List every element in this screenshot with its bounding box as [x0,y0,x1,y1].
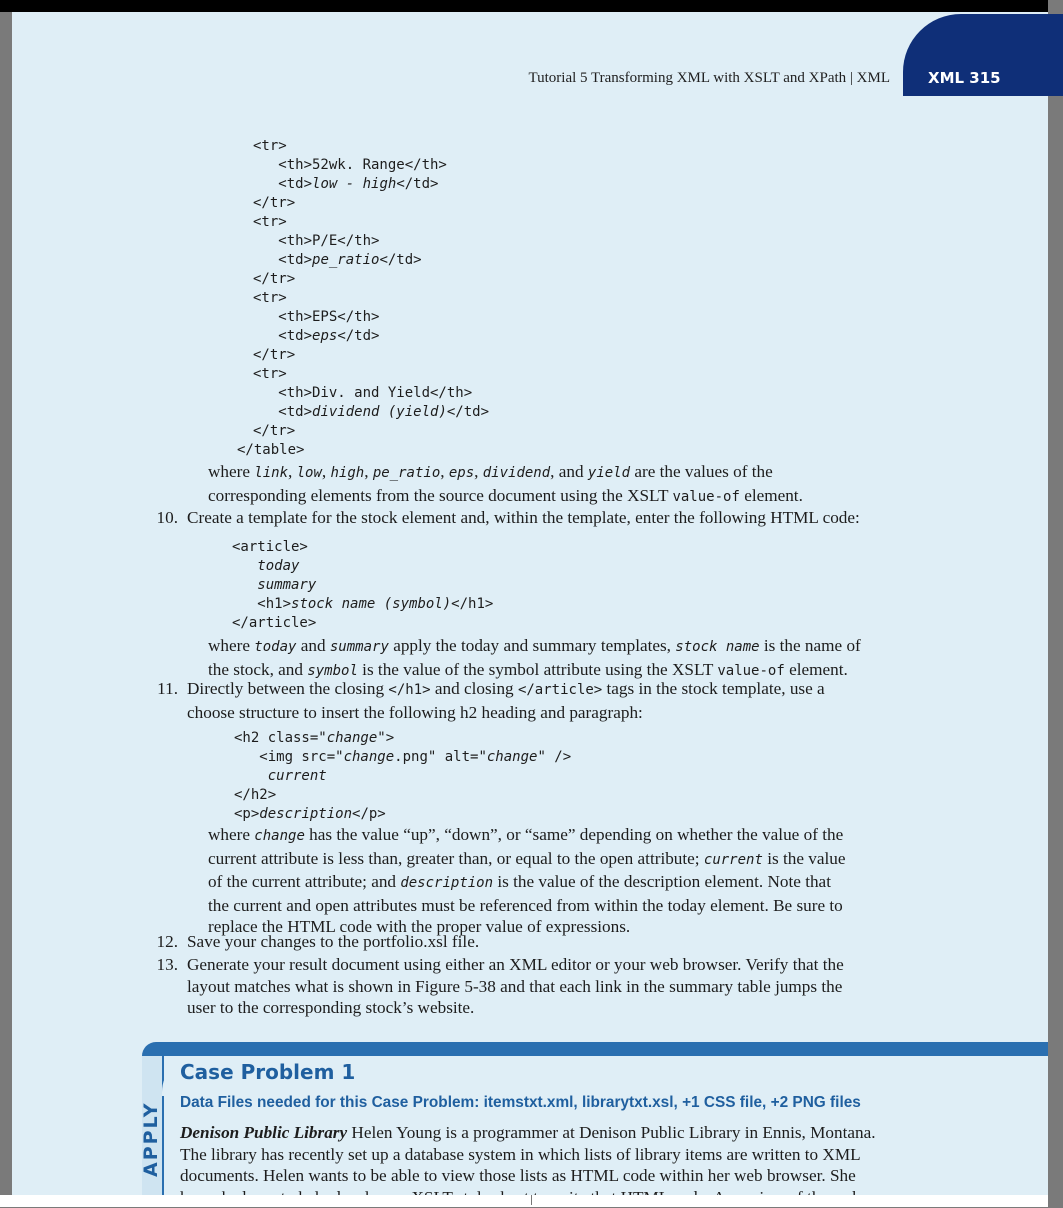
step-number: 13. [156,955,178,974]
text: element. [784,659,848,679]
text: tags in the stock template, use a [602,679,825,698]
text: documents. Helen wants to be able to view those lists as HTML code within her web browser. She [180,1166,856,1185]
text: choose structure to insert the following h2 heading and paragraph: [187,702,643,722]
text: are the values of the [630,462,773,481]
code-line: </tr> [253,195,296,211]
top-black-bar [0,0,1048,12]
code-block-h2 [234,729,571,824]
step-text: Save your changes to the portfolio.xsl file. [187,932,480,951]
text: is the value of the symbol attribute using the XSLT [357,659,718,679]
code-term: value-of [717,662,785,679]
text: and [296,636,330,655]
code-term: description [400,875,494,891]
code-line: <th>EPS</th> [253,309,380,325]
text: of the current attribute; and [208,872,401,891]
bottom-white-strip [0,1195,1048,1207]
code-line: <td>pe_ratio</td> [253,252,422,268]
text: current attribute is less than, greater than, or equal to the open attribute; [208,848,704,868]
code-term: </h1> [388,682,431,698]
code-line: </tr> [253,423,296,439]
step-text [187,678,1037,723]
code-line: <img src="change.png" alt="change" /> [234,749,572,765]
code-term: eps [448,465,475,481]
text: is the value [762,848,846,868]
case-title: Case Problem 1 [180,1060,356,1084]
code-line: <tr> [253,214,287,230]
text: where [208,825,255,844]
apply-label: APPLY [140,1101,162,1177]
code-line: summary [232,577,317,593]
step-number: 11. [157,679,178,698]
code-line: <tr> [253,290,287,306]
text: layout matches what is shown in Figure 5-38 and that each link in the summary table jumps the [187,976,843,996]
step-text: Create a template for the stock element and, within the template, enter the following HTML code: [187,508,860,527]
code-line: <tr> [253,366,287,382]
code-line: <article> [232,539,308,555]
code-line: current [234,768,327,784]
code-term: dividend [482,465,551,481]
code-term: </article> [517,682,603,698]
text: , and [550,462,588,481]
code-line: <td>dividend (yield)</td> [253,404,490,420]
page-number-label: XML 315 [928,69,1001,87]
code-line: </article> [232,615,317,631]
case-top-bar [142,1042,1048,1056]
text: is the name of [759,636,861,655]
text: replace the HTML code with the proper value of expressions. [208,917,631,936]
step-number: 10. [156,508,178,527]
paragraph-values: where link, low, high, pe_ratio, eps, dividend, and yield are the values of the corresponding elements from the source document using the XSLT value-of element. [208,462,803,505]
text: Helen Young is a programmer at Denison Public Library in Ennis, Montana. [347,1123,876,1142]
code-term: pe_ratio [372,465,441,481]
text: user to the corresponding stock’s website. [187,998,475,1017]
running-head: Tutorial 5 Transforming XML with XSLT and XPath | XML [528,70,890,86]
code-line: </table> [237,442,305,458]
step-text [187,954,1037,1019]
paragraph-article [208,635,1028,682]
code-line: <th>52wk. Range</th> [253,157,447,173]
code-line: <td>low - high</td> [253,176,439,192]
book-page [12,12,1048,1195]
code-line: <p>description</p> [234,806,386,822]
code-term: low [296,465,322,481]
code-block-table [237,137,490,460]
code-line: <th>Div. and Yield</th> [253,385,473,401]
text: the stock, and [208,659,308,679]
code-block-article [232,538,493,633]
code-line: today [232,558,300,574]
code-term: summary [329,639,389,655]
case-lead: Denison Public Library [180,1123,348,1142]
text: corresponding elements from the source document using the XSLT [208,485,673,505]
text: Generate your result document using either an XML editor or your web browser. Verify that the [187,955,844,974]
code-line: <tr> [253,138,287,154]
code-line: </tr> [253,271,296,287]
code-term: yield [587,465,631,481]
text: and closing [430,679,518,698]
text: Directly between the closing [187,679,389,698]
step-number: 12. [156,932,178,951]
code-line: </h2> [234,787,277,803]
code-term: link [254,465,289,481]
bottom-tick [531,1195,532,1205]
text: where [208,462,255,481]
code-line: <h2 class="change"> [234,730,395,746]
code-term: symbol [307,662,358,679]
code-term: stock name [675,639,760,655]
text: The library has recently set up a database system in which lists of library items are written to XML [180,1144,861,1164]
code-term: value-of [672,488,740,505]
code-line: <th>P/E</th> [253,233,380,249]
code-term: current [703,851,763,868]
code-line: <h1>stock name (symbol)</h1> [232,596,494,612]
text: apply the today and summary templates, [388,636,676,655]
code-term: change [254,828,305,844]
code-line: <td>eps</td> [253,328,380,344]
text: where [208,636,255,655]
text: element. [739,485,803,505]
text: the current and open attributes must be referenced from within the today element. Be sure to [208,895,843,915]
text: is the value of the description element. Note that [493,872,831,891]
text: has the value “up”, “down”, or “same” depending on whether the value of the [304,825,844,844]
code-line: </tr> [253,347,296,363]
paragraph-change [208,824,1028,938]
code-term: today [254,639,297,655]
code-term: high [330,465,365,481]
data-files-line: Data Files needed for this Case Problem: itemstxt.xml, librarytxt.xsl, +1 CSS file, +2 PNG files [180,1094,861,1111]
